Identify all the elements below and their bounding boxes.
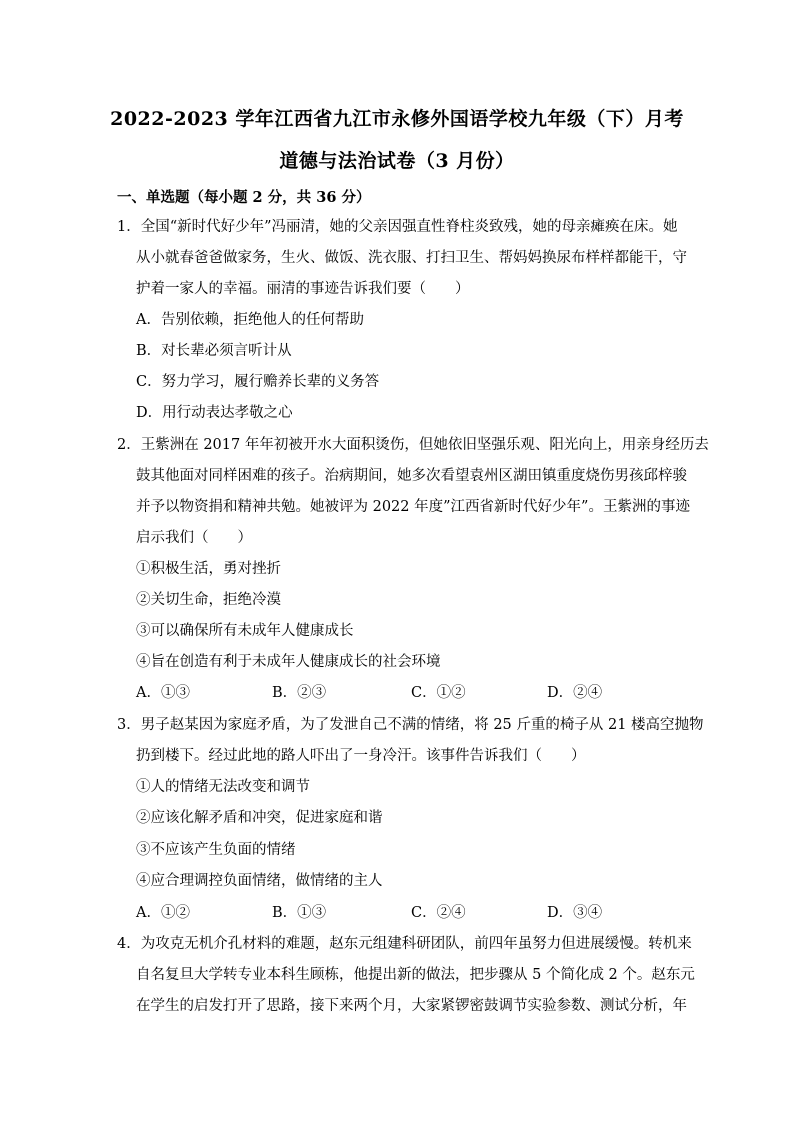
q3-choice-b: B．①③ <box>272 905 327 921</box>
q2-item: ④旨在创造有利于未成年人健康成长的社会环境 <box>136 654 441 670</box>
q2-item: ③可以确保所有未成年人健康成长 <box>136 623 354 639</box>
q2-choice-b: B．②③ <box>272 685 327 701</box>
q2-choice-a: A．①③ <box>136 685 190 701</box>
q2-stem-line: 2．王紫洲在 2017 年年初被开水大面积烫伤，但她依旧坚强乐观、阳光向上，用亲身经历去 <box>117 437 709 453</box>
section-heading: 一、单选题（每小题 2 分，共 36 分） <box>117 189 371 206</box>
q1-option-a: A．告别依赖，拒绝他人的任何帮助 <box>136 312 364 328</box>
q3-stem-line: 3．男子赵某因为家庭矛盾，为了发泄自己不满的情绪，将 25 斤重的椅子从 21 楼高空抛物 <box>117 717 704 733</box>
q2-stem-line: 并予以物资捐和精神共勉。她被评为 2022 年度”江西省新时代好少年”。王紫洲的事迹 <box>136 499 690 515</box>
q2-choice-c: C．①② <box>411 685 466 701</box>
q4-stem-line: 自名复旦大学转专业本科生顾栋，他提出新的做法，把步骤从 5 个简化成 2 个。赵东元 <box>136 967 695 983</box>
q2-item: ②关切生命，拒绝冷漠 <box>136 592 281 608</box>
document-title-line2: 道德与法治试卷（3 月份） <box>279 150 515 172</box>
q3-choice-c: C．②④ <box>411 905 466 921</box>
q4-stem-line: 在学生的启发打开了思路，接下来两个月，大家紧锣密鼓调节实验参数、测试分析，年 <box>136 998 687 1014</box>
q2-stem-line: 鼓其他面对同样困难的孩子。治病期间，她多次看望袁州区湖田镇重度烧伤男孩邱梓骏 <box>136 468 687 484</box>
q2-item: ①积极生活，勇对挫折 <box>136 561 281 577</box>
q3-stem-line: 扔到楼下。经过此地的路人吓出了一身冷汗。该事件告诉我们（ ） <box>136 748 586 764</box>
q1-stem-line: 护着一家人的幸福。丽清的事迹告诉我们要（ ） <box>136 281 470 297</box>
q1-option-b: B．对长辈必须言听计从 <box>136 343 292 359</box>
q2-choice-d: D．②④ <box>547 685 603 701</box>
q1-option-c: C．努力学习，履行赡养长辈的义务答 <box>136 374 380 390</box>
q1-stem-line: 1．全国“新时代好少年”冯丽清，她的父亲因强直性脊柱炎致残，她的母亲瘫痪在床。她 <box>117 219 678 235</box>
q2-stem-line: 启示我们（ ） <box>136 530 252 546</box>
q3-choice-a: A．①② <box>136 905 190 921</box>
q3-choice-d: D．③④ <box>547 905 603 921</box>
q3-item: ③不应该产生负面的情绪 <box>136 842 296 858</box>
q3-item: ④应合理调控负面情绪，做情绪的主人 <box>136 873 383 889</box>
q3-item: ①人的情绪无法改变和调节 <box>136 779 310 795</box>
q1-option-d: D．用行动表达孝敬之心 <box>136 405 293 421</box>
document-title-line1: 2022-2023 学年江西省九江市永修外国语学校九年级（下）月考 <box>110 108 684 130</box>
q1-stem-line: 从小就春爸爸做家务，生火、做饭、洗衣服、打扫卫生、帮妈妈换尿布样样都能干，守 <box>136 250 687 266</box>
q4-stem-line: 4．为攻克无机介孔材料的难题，赵东元组建科研团队，前四年虽努力但进展缓慢。转机来 <box>117 936 692 952</box>
q3-item: ②应该化解矛盾和冲突，促进家庭和谐 <box>136 810 383 826</box>
